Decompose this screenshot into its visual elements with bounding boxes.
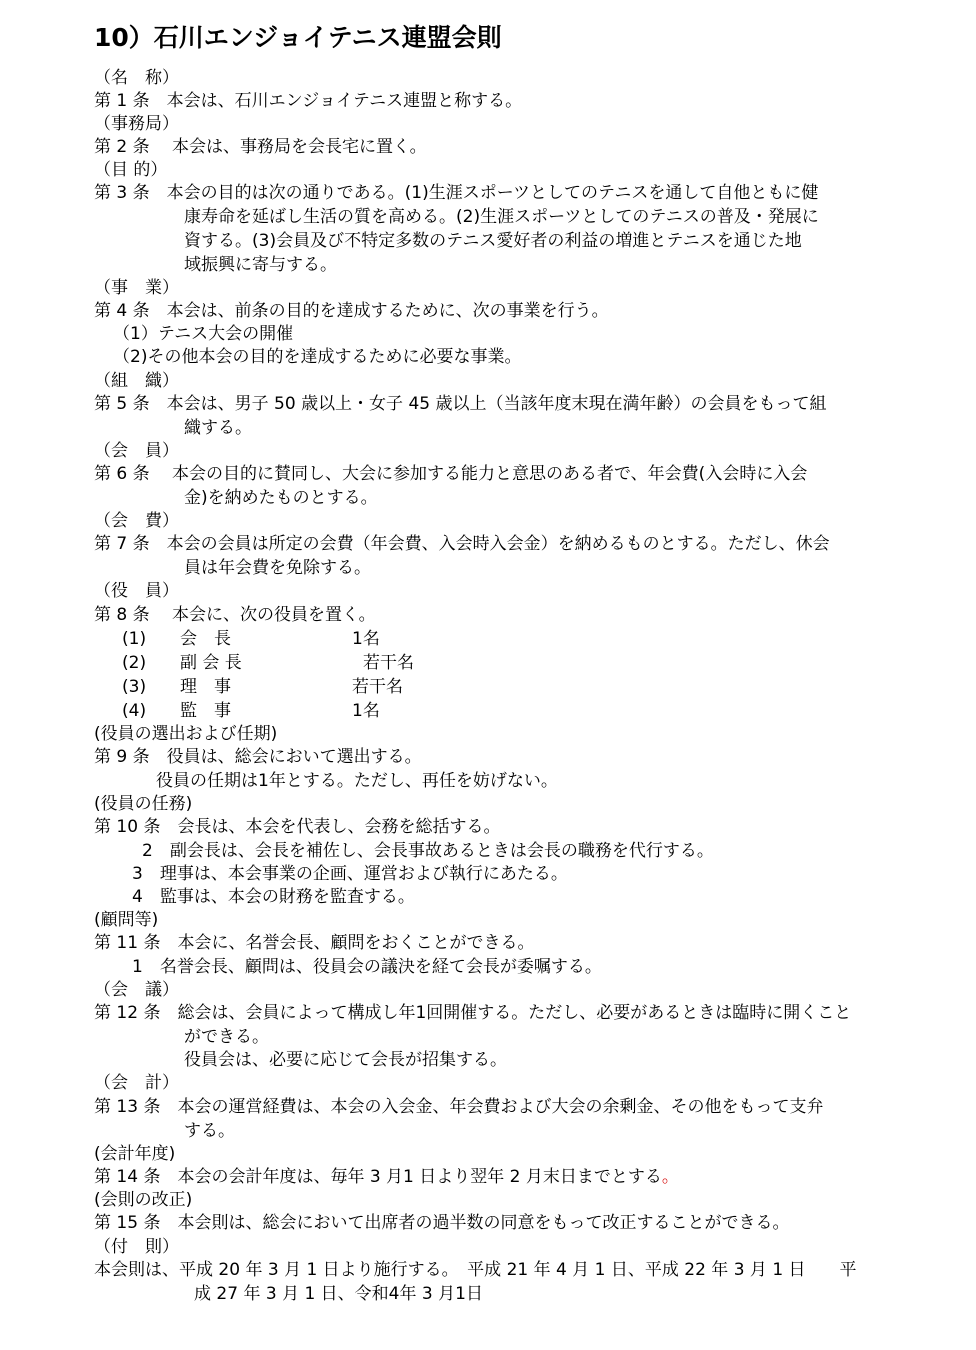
officer-number: (2): [122, 653, 147, 673]
section-heading: （付 則）: [94, 1237, 179, 1257]
section-heading: (役員の選出および任期): [94, 724, 278, 744]
article-11-clause: 1 名誉会長、顧問は、役員会の議決を経て会長が委嘱する。: [132, 957, 602, 977]
article-10-clause: 2 副会長は、会長を補佐し、会長事故あるときは会長の職務を代行する。: [142, 841, 714, 861]
section-heading: (会則の改正): [94, 1190, 193, 1210]
article-3: 第 3 条 本会の目的は次の通りである。(1)生涯スポーツとしてのテニスを通して自他ともに健: [94, 183, 819, 203]
section-heading: （事 業）: [94, 278, 179, 298]
article-7: 第 7 条 本会の会員は所定の会費（年会費、入会時入会金）を納めるものとする。ただし、休会: [94, 534, 830, 554]
section-heading: （目 的）: [94, 160, 168, 180]
article-5: 第 5 条 本会は、男子 50 歳以上・女子 45 歳以上（当該年度末現在満年齢）の会員をもって組: [94, 394, 827, 414]
article-12: 第 12 条 総会は、会員によって構成し年1回開催する。ただし、必要があるときは臨時に開くこと: [94, 1003, 852, 1023]
article-12-continuation: ができる。: [184, 1027, 269, 1047]
officer-count: 若干名: [352, 677, 403, 697]
section-heading: （名 称）: [94, 68, 179, 88]
supplementary-provision-continuation: 成 27 年 3 月 1 日、令和4年 3 月1日: [194, 1284, 483, 1304]
article-5-continuation: 織する。: [184, 418, 252, 438]
article-2: 第 2 条 本会は、事務局を会長宅に置く。: [94, 137, 427, 157]
article-3-continuation: 康寿命を延ばし生活の質を高める。(2)生涯スポーツとしてのテニスの普及・発展に: [184, 207, 819, 227]
officer-count: 若干名: [363, 653, 414, 673]
article-14-text: 第 14 条 本会の会計年度は、毎年 3 月1 日より翌年 2 月末日までとする: [94, 1167, 662, 1187]
article-3-continuation: 資する。(3)会員及び不特定多数のテニス愛好者の利益の増進とテニスを通じた地: [184, 231, 802, 251]
officer-role: 監 事: [180, 701, 231, 721]
section-heading: （会 費）: [94, 511, 179, 531]
section-heading: (会計年度): [94, 1144, 176, 1164]
article-10-clause: 3 理事は、本会事業の企画、運営および執行にあたる。: [132, 864, 568, 884]
supplementary-provision: 本会則は、平成 20 年 3 月 1 日より施行する。 平成 21 年 4 月 1 日、平成 22 年 3 月 1 日 平: [94, 1260, 857, 1280]
article-3-continuation: 域振興に寄与する。: [184, 255, 337, 275]
officer-number: (1): [122, 629, 147, 649]
article-10-clause: 4 監事は、本会の財務を監査する。: [132, 887, 415, 907]
document-title: 10）石川エンジョイテニス連盟会則: [94, 23, 502, 52]
article-9: 第 9 条 役員は、総会において選出する。: [94, 747, 422, 767]
article-8: 第 8 条 本会に、次の役員を置く。: [94, 605, 376, 625]
article-4: 第 4 条 本会は、前条の目的を達成するために、次の事業を行う。: [94, 301, 609, 321]
section-heading: （役 員）: [94, 581, 179, 601]
article-6: 第 6 条 本会の目的に賛同し、大会に参加する能力と意思のある者で、年会費(入会時に入会: [94, 464, 808, 484]
article-12-continuation: 役員会は、必要に応じて会長が招集する。: [184, 1050, 507, 1070]
officer-role: 理 事: [180, 677, 231, 697]
list-item: （2)その他本会の目的を達成するために必要な事業。: [113, 347, 522, 367]
article-11: 第 11 条 本会に、名誉会長、顧問をおくことができる。: [94, 933, 535, 953]
officer-role: 会 長: [180, 629, 231, 649]
officer-number: (3): [122, 677, 147, 697]
article-6-continuation: 金)を納めたものとする。: [184, 488, 378, 508]
article-7-continuation: 員は年会費を免除する。: [184, 558, 371, 578]
officer-number: (4): [122, 701, 147, 721]
article-1: 第 1 条 本会は、石川エンジョイテニス連盟と称する。: [94, 91, 523, 111]
officer-count: 1名: [352, 629, 380, 649]
officer-role: 副 会 長: [180, 653, 242, 673]
article-15: 第 15 条 本会則は、総会において出席者の過半数の同意をもって改正することができる。: [94, 1213, 790, 1233]
section-heading: （組 織）: [94, 371, 179, 391]
section-heading: （事務局）: [94, 114, 179, 134]
section-heading: （会 議）: [94, 980, 179, 1000]
article-10: 第 10 条 会長は、本会を代表し、会務を総括する。: [94, 817, 501, 837]
section-heading: (顧問等): [94, 910, 159, 930]
article-14-period: 。: [661, 1167, 679, 1187]
article-13-continuation: する。: [184, 1121, 235, 1141]
article-14: [94, 1166, 679, 1189]
article-9-continuation: 役員の任期は1年とする。ただし、再任を妨げない。: [156, 771, 558, 791]
article-13: 第 13 条 本会の運営経費は、本会の入会金、年会費および大会の余剰金、その他をもって支弁: [94, 1097, 824, 1117]
section-heading: (役員の任務): [94, 794, 193, 814]
officer-count: 1名: [352, 701, 380, 721]
list-item: （1）テニス大会の開催: [113, 324, 294, 344]
section-heading: （会 員）: [94, 441, 179, 461]
section-heading: （会 計）: [94, 1073, 179, 1093]
